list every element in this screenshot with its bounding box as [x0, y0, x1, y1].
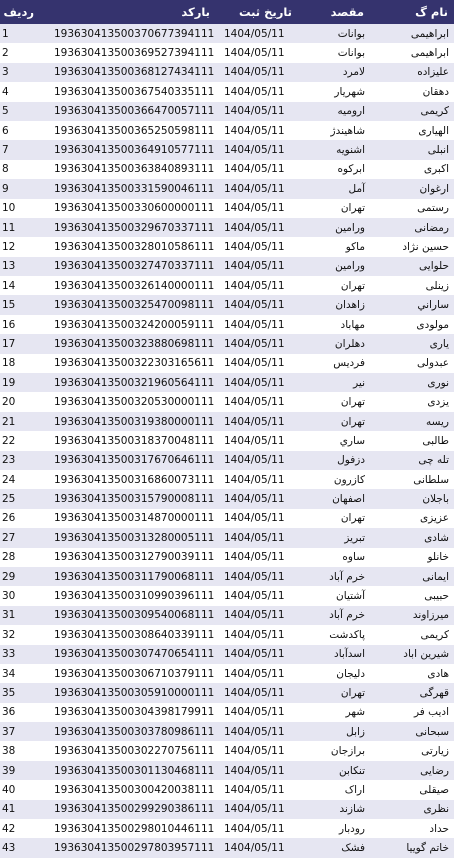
cell-name: حسین نژاد [370, 237, 454, 256]
cell-barcode: 193630413500368127434111 [40, 63, 216, 82]
table-row [0, 586, 454, 605]
cell-name: رستمی [370, 199, 454, 218]
cell-barcode: 193630413500366470057111 [40, 102, 216, 121]
cell-date: 1404/05/11 [216, 800, 298, 819]
table-header-row [0, 0, 454, 24]
cell-barcode: 193630413500363840893111 [40, 160, 216, 179]
table-row [0, 703, 454, 722]
cell-destination: اراک [298, 780, 370, 799]
cell-date: 1404/05/11 [216, 489, 298, 508]
cell-destination: ورامین [298, 218, 370, 237]
cell-date: 1404/05/11 [216, 780, 298, 799]
cell-date: 1404/05/11 [216, 509, 298, 528]
cell-name: ارغوان [370, 179, 454, 198]
cell-name: یزدی [370, 392, 454, 411]
cell-date: 1404/05/11 [216, 237, 298, 256]
cell-name: کریمی [370, 102, 454, 121]
cell-name: سلطانی [370, 470, 454, 489]
table-row [0, 373, 454, 392]
cell-date: 1404/05/11 [216, 24, 298, 43]
cell-date: 1404/05/11 [216, 819, 298, 838]
cell-name: یاری [370, 334, 454, 353]
cell-destination: تهران [298, 392, 370, 411]
cell-name: انبلی [370, 140, 454, 159]
cell-barcode: 193630413500312790039111 [40, 548, 216, 567]
cell-destination: تهران [298, 199, 370, 218]
table-row [0, 63, 454, 82]
cell-name: ریسه [370, 412, 454, 431]
cell-name: حبیبی [370, 586, 454, 605]
cell-destination: ساوه [298, 548, 370, 567]
cell-destination: تهران [298, 276, 370, 295]
cell-row-number: 30 [0, 586, 40, 605]
cell-destination: ماکو [298, 237, 370, 256]
cell-date: 1404/05/11 [216, 257, 298, 276]
cell-barcode: 193630413500327470337111 [40, 257, 216, 276]
table-row [0, 199, 454, 218]
table-row [0, 140, 454, 159]
cell-barcode: 193630413500329670337111 [40, 218, 216, 237]
cell-date: 1404/05/11 [216, 664, 298, 683]
cell-barcode: 193630413500322303165611 [40, 354, 216, 373]
cell-date: 1404/05/11 [216, 412, 298, 431]
table-row [0, 741, 454, 760]
cell-barcode: 193630413500319380000111 [40, 412, 216, 431]
cell-destination: دلیجان [298, 664, 370, 683]
cell-barcode: 193630413500328010586111 [40, 237, 216, 256]
header-row-number: ردیف [0, 0, 40, 24]
table-row [0, 761, 454, 780]
cell-barcode: 193630413500305910000111 [40, 683, 216, 702]
table-row [0, 645, 454, 664]
cell-barcode: 193630413500300420038111 [40, 780, 216, 799]
cell-row-number: 19 [0, 373, 40, 392]
cell-date: 1404/05/11 [216, 140, 298, 159]
cell-name: حداد [370, 819, 454, 838]
cell-row-number: 7 [0, 140, 40, 159]
header-date: تاریخ ثبت [216, 0, 298, 24]
cell-row-number: 35 [0, 683, 40, 702]
cell-date: 1404/05/11 [216, 451, 298, 470]
cell-destination: فشک [298, 838, 370, 857]
table-row [0, 722, 454, 741]
table-row [0, 237, 454, 256]
cell-destination: ورامین [298, 257, 370, 276]
cell-row-number: 29 [0, 567, 40, 586]
cell-barcode: 193630413500324200059111 [40, 315, 216, 334]
cell-name: میرزاوند [370, 606, 454, 625]
cell-row-number: 9 [0, 179, 40, 198]
cell-barcode: 193630413500365250598111 [40, 121, 216, 140]
cell-row-number: 42 [0, 819, 40, 838]
cell-destination: دهلران [298, 334, 370, 353]
cell-barcode: 193630413500321960564111 [40, 373, 216, 392]
cell-destination: ابرکوه [298, 160, 370, 179]
table-row [0, 160, 454, 179]
cell-name: کریمی [370, 625, 454, 644]
cell-date: 1404/05/11 [216, 683, 298, 702]
cell-name: الهیاری [370, 121, 454, 140]
cell-row-number: 40 [0, 780, 40, 799]
cell-name: ادیب فر [370, 703, 454, 722]
table-row [0, 218, 454, 237]
cell-destination: اصفهان [298, 489, 370, 508]
cell-name: شیرین اباد [370, 645, 454, 664]
cell-destination: شازند [298, 800, 370, 819]
header-destination: مقصد [298, 0, 370, 24]
table-row [0, 838, 454, 857]
cell-date: 1404/05/11 [216, 121, 298, 140]
cell-date: 1404/05/11 [216, 838, 298, 857]
cell-name: ساراني [370, 295, 454, 314]
cell-destination: برازجان [298, 741, 370, 760]
header-barcode: بارکد [40, 0, 216, 24]
table-row [0, 489, 454, 508]
table-row [0, 567, 454, 586]
cell-destination: اشنویه [298, 140, 370, 159]
cell-row-number: 34 [0, 664, 40, 683]
cell-destination: پاکدشت [298, 625, 370, 644]
cell-name: شادی [370, 528, 454, 547]
cell-row-number: 39 [0, 761, 40, 780]
cell-name: عبدولی [370, 354, 454, 373]
cell-date: 1404/05/11 [216, 179, 298, 198]
cell-date: 1404/05/11 [216, 276, 298, 295]
cell-barcode: 193630413500298010446111 [40, 819, 216, 838]
cell-row-number: 36 [0, 703, 40, 722]
cell-date: 1404/05/11 [216, 218, 298, 237]
table-row [0, 625, 454, 644]
cell-barcode: 193630413500314870000111 [40, 509, 216, 528]
table-row [0, 819, 454, 838]
cell-barcode: 193630413500369527394111 [40, 43, 216, 62]
cell-destination: رودبار [298, 819, 370, 838]
table-row [0, 315, 454, 334]
cell-name: ایمانی [370, 567, 454, 586]
cell-name: تله چی [370, 451, 454, 470]
cell-row-number: 16 [0, 315, 40, 334]
cell-barcode: 193630413500315790008111 [40, 489, 216, 508]
cell-destination: دزفول [298, 451, 370, 470]
cell-row-number: 43 [0, 838, 40, 857]
cell-name: زیارتی [370, 741, 454, 760]
cell-name: ابراهیمی [370, 43, 454, 62]
cell-date: 1404/05/11 [216, 43, 298, 62]
cell-row-number: 12 [0, 237, 40, 256]
cell-barcode: 193630413500320530000111 [40, 392, 216, 411]
table-row [0, 24, 454, 43]
cell-row-number: 31 [0, 606, 40, 625]
cell-barcode: 193630413500304398179911 [40, 703, 216, 722]
cell-date: 1404/05/11 [216, 315, 298, 334]
cell-date: 1404/05/11 [216, 199, 298, 218]
cell-barcode: 193630413500313280005111 [40, 528, 216, 547]
cell-destination: مهاباد [298, 315, 370, 334]
cell-destination: شهر [298, 703, 370, 722]
cell-date: 1404/05/11 [216, 586, 298, 605]
cell-barcode: 193630413500316860073111 [40, 470, 216, 489]
table-row [0, 257, 454, 276]
table-row [0, 354, 454, 373]
cell-row-number: 3 [0, 63, 40, 82]
cell-row-number: 21 [0, 412, 40, 431]
cell-destination: تنکابن [298, 761, 370, 780]
cell-date: 1404/05/11 [216, 392, 298, 411]
cell-destination: شاهیندژ [298, 121, 370, 140]
cell-date: 1404/05/11 [216, 470, 298, 489]
cell-row-number: 11 [0, 218, 40, 237]
cell-row-number: 38 [0, 741, 40, 760]
cell-destination: تهران [298, 683, 370, 702]
cell-row-number: 26 [0, 509, 40, 528]
table-row [0, 800, 454, 819]
table-row [0, 606, 454, 625]
cell-date: 1404/05/11 [216, 63, 298, 82]
table-row [0, 334, 454, 353]
cell-date: 1404/05/11 [216, 373, 298, 392]
cell-name: طالبی [370, 431, 454, 450]
cell-date: 1404/05/11 [216, 548, 298, 567]
cell-row-number: 24 [0, 470, 40, 489]
cell-barcode: 193630413500318370048111 [40, 431, 216, 450]
table-row [0, 664, 454, 683]
cell-barcode: 193630413500311790068111 [40, 567, 216, 586]
cell-name: دهقان [370, 82, 454, 101]
cell-name: سبحانی [370, 722, 454, 741]
cell-date: 1404/05/11 [216, 102, 298, 121]
cell-name: مولودی [370, 315, 454, 334]
cell-date: 1404/05/11 [216, 645, 298, 664]
cell-row-number: 27 [0, 528, 40, 547]
table-row [0, 528, 454, 547]
cell-name: رمضانی [370, 218, 454, 237]
cell-row-number: 28 [0, 548, 40, 567]
cell-row-number: 41 [0, 800, 40, 819]
cell-row-number: 4 [0, 82, 40, 101]
cell-destination: تهران [298, 412, 370, 431]
cell-barcode: 193630413500306710379111 [40, 664, 216, 683]
table-row [0, 102, 454, 121]
cell-row-number: 10 [0, 199, 40, 218]
cell-row-number: 13 [0, 257, 40, 276]
table-row [0, 179, 454, 198]
cell-name: نظری [370, 800, 454, 819]
cell-date: 1404/05/11 [216, 761, 298, 780]
cell-row-number: 18 [0, 354, 40, 373]
cell-destination: ارومیه [298, 102, 370, 121]
cell-barcode: 193630413500307470654111 [40, 645, 216, 664]
cell-date: 1404/05/11 [216, 295, 298, 314]
table-row [0, 43, 454, 62]
cell-row-number: 20 [0, 392, 40, 411]
cell-row-number: 22 [0, 431, 40, 450]
table-row [0, 509, 454, 528]
cell-name: نوری [370, 373, 454, 392]
cell-barcode: 193630413500330600000111 [40, 199, 216, 218]
cell-barcode: 193630413500370677394111 [40, 24, 216, 43]
cell-row-number: 33 [0, 645, 40, 664]
cell-destination: آشتیان [298, 586, 370, 605]
cell-row-number: 14 [0, 276, 40, 295]
cell-date: 1404/05/11 [216, 606, 298, 625]
cell-date: 1404/05/11 [216, 625, 298, 644]
cell-barcode: 193630413500309540068111 [40, 606, 216, 625]
table-row [0, 276, 454, 295]
cell-date: 1404/05/11 [216, 82, 298, 101]
cell-date: 1404/05/11 [216, 160, 298, 179]
cell-date: 1404/05/11 [216, 354, 298, 373]
cell-barcode: 193630413500303780986111 [40, 722, 216, 741]
cell-destination: زابل [298, 722, 370, 741]
cell-destination: زاهدان [298, 295, 370, 314]
cell-row-number: 8 [0, 160, 40, 179]
cell-date: 1404/05/11 [216, 431, 298, 450]
cell-row-number: 37 [0, 722, 40, 741]
cell-name: حلوایی [370, 257, 454, 276]
cell-barcode: 193630413500326140000111 [40, 276, 216, 295]
table-body [0, 24, 454, 858]
cell-row-number: 6 [0, 121, 40, 140]
table-row [0, 121, 454, 140]
cell-row-number: 1 [0, 24, 40, 43]
table-row [0, 470, 454, 489]
cell-name: خانلو [370, 548, 454, 567]
table-row [0, 780, 454, 799]
table-row [0, 451, 454, 470]
cell-barcode: 193630413500317670646111 [40, 451, 216, 470]
cell-name: باجلان [370, 489, 454, 508]
table-row [0, 683, 454, 702]
cell-destination: نیر [298, 373, 370, 392]
cell-row-number: 15 [0, 295, 40, 314]
cell-row-number: 17 [0, 334, 40, 353]
cell-date: 1404/05/11 [216, 722, 298, 741]
cell-name: زینلی [370, 276, 454, 295]
cell-date: 1404/05/11 [216, 741, 298, 760]
cell-destination: آمل [298, 179, 370, 198]
cell-row-number: 5 [0, 102, 40, 121]
cell-destination: ساري [298, 431, 370, 450]
cell-barcode: 193630413500364910577111 [40, 140, 216, 159]
cell-name: قهرگی [370, 683, 454, 702]
cell-row-number: 23 [0, 451, 40, 470]
cell-name: صیقلی [370, 780, 454, 799]
cell-barcode: 193630413500331590046111 [40, 179, 216, 198]
cell-name: علیزاده [370, 63, 454, 82]
cell-date: 1404/05/11 [216, 703, 298, 722]
cell-destination: بوانات [298, 43, 370, 62]
cell-destination: تهران [298, 509, 370, 528]
cell-name: اکبری [370, 160, 454, 179]
table-row [0, 392, 454, 411]
cell-date: 1404/05/11 [216, 567, 298, 586]
table-row [0, 412, 454, 431]
cell-name: عزیزی [370, 509, 454, 528]
cell-barcode: 193630413500301130468111 [40, 761, 216, 780]
table-row [0, 82, 454, 101]
cell-destination: تبریز [298, 528, 370, 547]
cell-barcode: 193630413500310990396111 [40, 586, 216, 605]
table-row [0, 295, 454, 314]
cell-barcode: 193630413500297803957111 [40, 838, 216, 857]
cell-barcode: 193630413500323880698111 [40, 334, 216, 353]
cell-barcode: 193630413500308640339111 [40, 625, 216, 644]
cell-destination: کازرون [298, 470, 370, 489]
table-row [0, 548, 454, 567]
cell-destination: لامرد [298, 63, 370, 82]
cell-barcode: 193630413500367540335111 [40, 82, 216, 101]
cell-destination: فردیس [298, 354, 370, 373]
cell-row-number: 25 [0, 489, 40, 508]
cell-destination: خرم آباد [298, 567, 370, 586]
cell-barcode: 193630413500325470098111 [40, 295, 216, 314]
header-name: نام گ [370, 0, 454, 24]
cell-destination: خرم آباد [298, 606, 370, 625]
cell-barcode: 193630413500302270756111 [40, 741, 216, 760]
cell-destination: شهریار [298, 82, 370, 101]
cell-destination: بوانات [298, 24, 370, 43]
cell-name: خاتم گوییا [370, 838, 454, 857]
cell-name: ابراهیمی [370, 24, 454, 43]
cell-date: 1404/05/11 [216, 334, 298, 353]
cell-name: هادی [370, 664, 454, 683]
cell-row-number: 32 [0, 625, 40, 644]
cell-row-number: 2 [0, 43, 40, 62]
table-row [0, 431, 454, 450]
cell-date: 1404/05/11 [216, 528, 298, 547]
cell-destination: اسدآباد [298, 645, 370, 664]
cell-name: رضایی [370, 761, 454, 780]
cell-barcode: 193630413500299290386111 [40, 800, 216, 819]
